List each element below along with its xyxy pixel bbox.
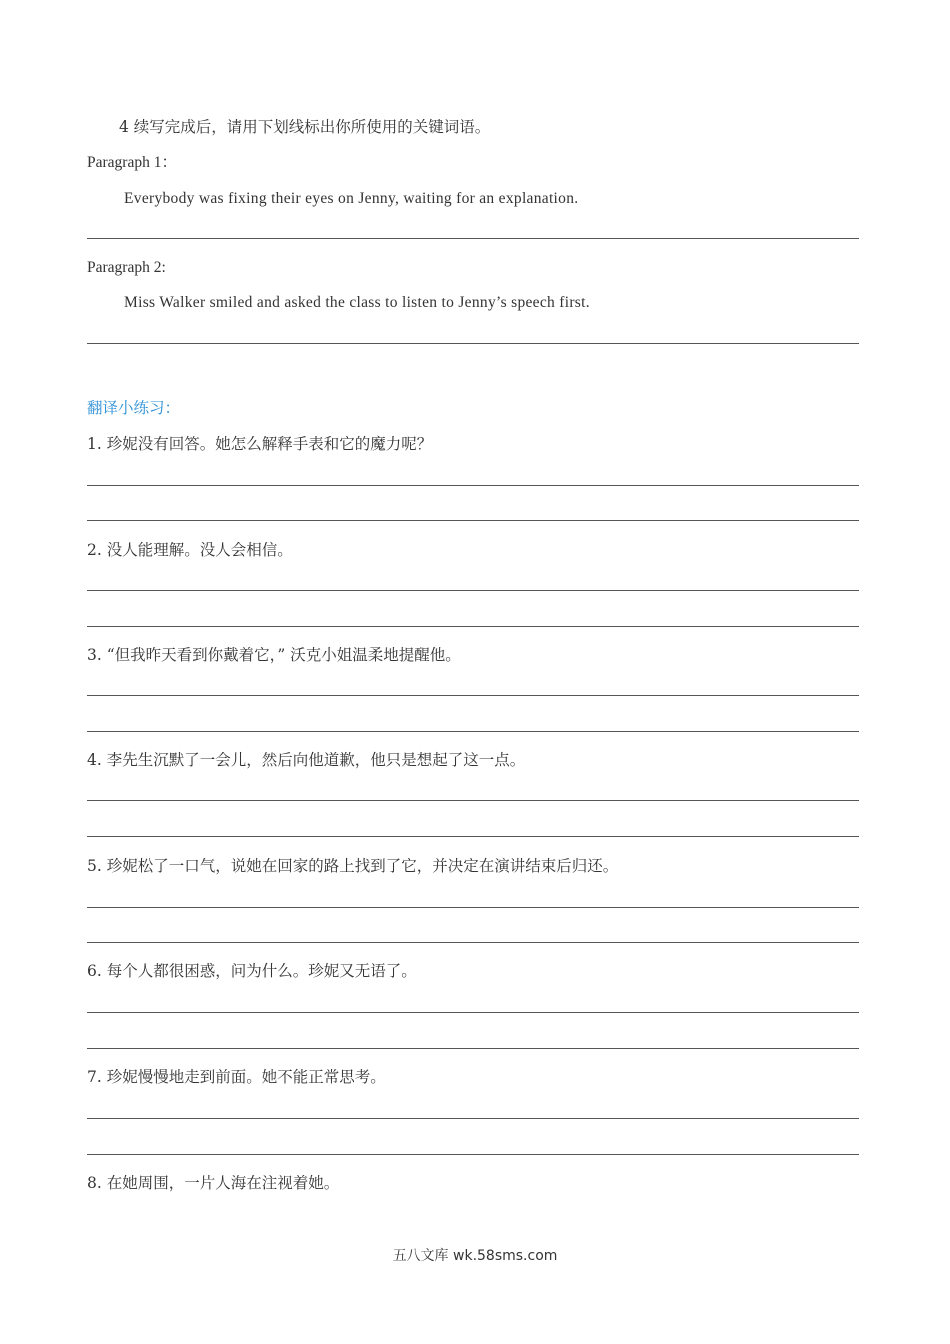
answer-line [87,942,859,943]
paragraph-2-label: Paragraph 2: [87,259,166,276]
answer-line [87,520,859,521]
paragraph-2-opening: Miss Walker smiled and asked the class to listen to Jenny’s speech first. [124,294,590,311]
answer-line [87,695,859,696]
answer-line [87,907,859,908]
translation-item-2: 2. 没人能理解。没人会相信。 [87,541,293,559]
answer-line [87,590,859,591]
answer-line [87,485,859,486]
footer-watermark: 五八文库 wk.58sms.com [392,1248,558,1264]
paragraph-1-opening: Everybody was fixing their eyes on Jenny, waiting for an explanation. [124,190,579,207]
answer-line [87,1048,859,1049]
translation-item-5: 5. 珍妮松了一口气，说她在回家的路上找到了它，并决定在演讲结束后归还。 [87,857,619,875]
paragraph-1-label: Paragraph 1： [87,154,177,171]
translation-item-8: 8. 在她周围，一片人海在注视着她。 [87,1174,340,1192]
answer-line [87,800,859,801]
answer-line [87,1012,859,1013]
answer-line [87,836,859,837]
answer-line [87,238,859,239]
translation-item-4: 4. 李先生沉默了一会儿，然后向他道歉，他只是想起了这一点。 [87,751,526,769]
answer-line [87,343,859,344]
answer-line [87,1154,859,1155]
continuation-instruction: 4 续写完成后，请用下划线标出你所使用的关键词语。 [119,118,491,136]
answer-line [87,731,859,732]
translation-heading: 翻译小练习： [87,399,181,417]
answer-line [87,626,859,627]
translation-item-7: 7. 珍妮慢慢地走到前面。她不能正常思考。 [87,1068,386,1086]
translation-item-6: 6. 每个人都很困惑，问为什么。珍妮又无语了。 [87,962,417,980]
translation-item-1: 1. 珍妮没有回答。她怎么解释手表和它的魔力呢？ [87,435,433,453]
translation-item-3: 3. “但我昨天看到你戴着它，” 沃克小姐温柔地提醒他。 [87,646,461,664]
answer-line [87,1118,859,1119]
